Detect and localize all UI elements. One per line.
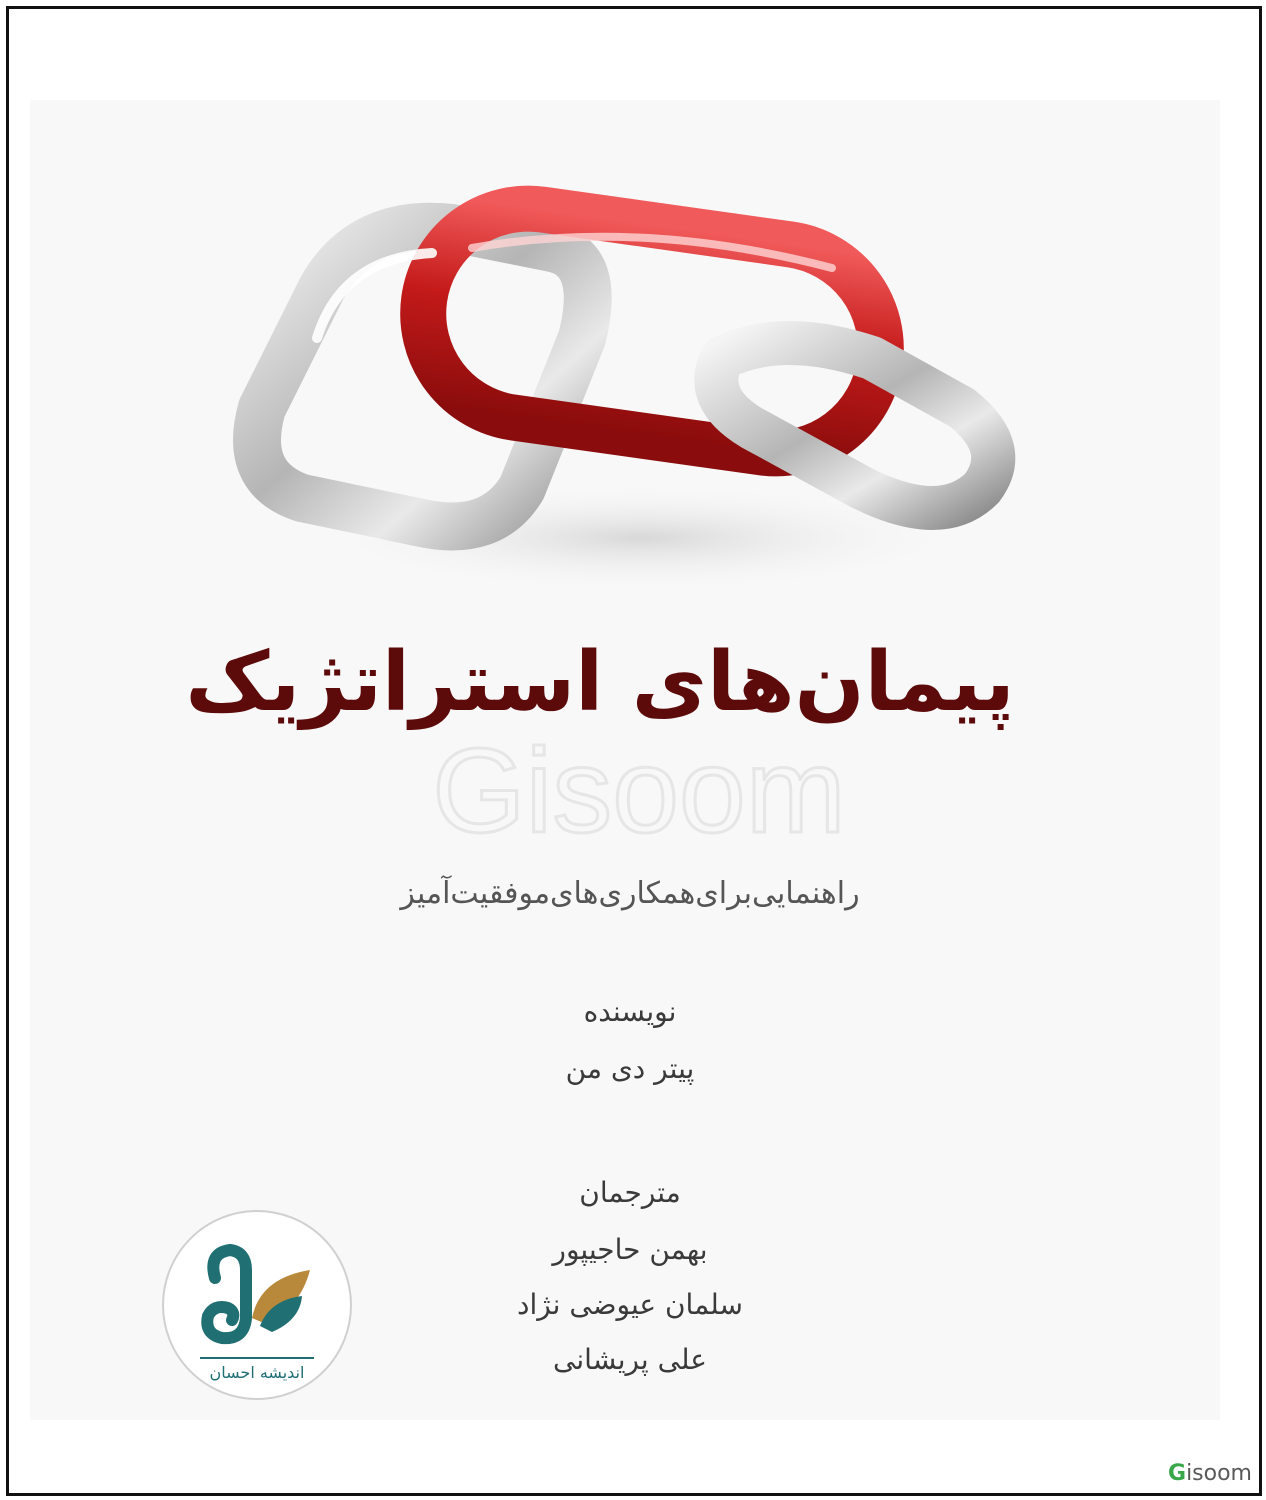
translators-label: مترجمان	[579, 1176, 681, 1209]
publisher-name: اندیشه احسان	[209, 1363, 305, 1382]
author-label: نویسنده	[583, 995, 677, 1028]
corner-site-logo	[1168, 1461, 1252, 1486]
book-subtitle: راهنمایی‌برای‌همکاری‌های‌موفقیت‌آمیز	[400, 876, 860, 911]
translator-name: علی پریشانی	[553, 1343, 707, 1376]
watermark	[244, 740, 1034, 850]
chain-link-illustration	[222, 108, 1022, 648]
corner-logo-initial: G	[1168, 1461, 1187, 1486]
watermark-logo	[244, 740, 1034, 850]
author-name: پیتر دی من	[565, 1052, 695, 1085]
book-title: پیمان‌های استراتژیک	[185, 635, 1015, 730]
corner-logo-rest: isoom	[1186, 1461, 1252, 1486]
publisher-logo	[160, 1208, 354, 1402]
translator-name: بهمن حاجیپور	[552, 1233, 708, 1266]
watermark-text: Gisoom	[432, 740, 846, 850]
translator-name: سلمان عیوضی نژاد	[516, 1288, 744, 1321]
